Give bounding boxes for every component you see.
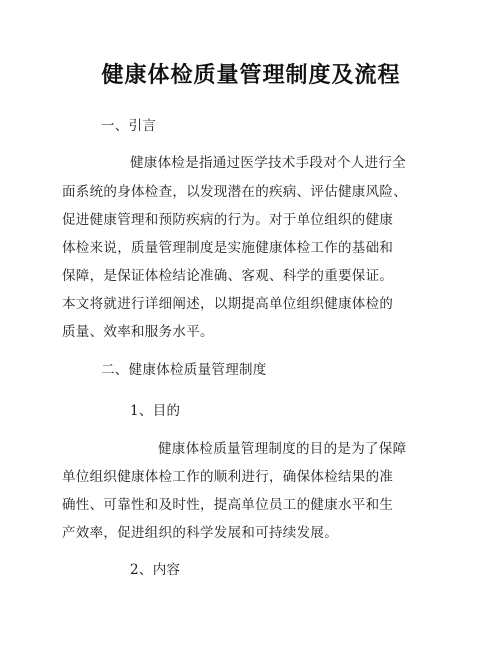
paragraph-line: 产效率，促进组织的科学发展和可持续发展。 xyxy=(62,525,338,541)
section-heading-quality-management: 二、健康体检质量管理制度 xyxy=(101,362,267,378)
paragraph-line: 健康体检质量管理制度的目的是为了保障 xyxy=(158,441,407,457)
paragraph-line: 质量、效率和服务水平。 xyxy=(62,324,214,340)
paragraph-line: 保障，是保证体检结论准确、客观、科学的重要保证。 xyxy=(62,268,394,284)
paragraph-line: 促进健康管理和预防疾病的行为。对于单位组织的健康 xyxy=(62,212,394,228)
paragraph-line: 单位组织健康体检工作的顺利进行，确保体检结果的准 xyxy=(62,469,394,485)
paragraph-line: 健康体检是指通过医学技术手段对个人进行全 xyxy=(130,155,406,171)
subsection-heading-content: 2、内容 xyxy=(130,562,181,578)
document-title: 健康体检质量管理制度及流程 xyxy=(101,63,401,88)
paragraph-line: 面系统的身体检查，以发现潜在的疾病、评估健康风险、 xyxy=(62,184,407,200)
subsection-heading-purpose: 1、目的 xyxy=(130,403,181,419)
paragraph-line: 本文将就进行详细阐述，以期提高单位组织健康体检的 xyxy=(62,296,394,312)
paragraph-line: 确性、可靠性和及时性，提高单位员工的健康水平和生 xyxy=(62,497,394,513)
section-heading-introduction: 一、引言 xyxy=(101,118,157,134)
paragraph-line: 体检来说，质量管理制度是实施健康体检工作的基础和 xyxy=(62,240,394,256)
